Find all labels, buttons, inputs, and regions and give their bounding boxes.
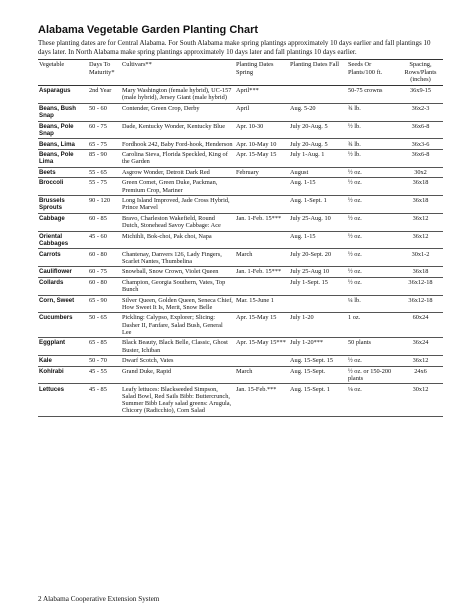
cell-spring <box>235 356 289 367</box>
header-days: Days To Maturity* <box>88 60 121 86</box>
cell-spacing: 36x2-3 <box>399 103 443 121</box>
cell-veg: Beans, Bush Snap <box>38 103 88 121</box>
cell-spring <box>235 277 289 295</box>
cell-spring: Mar. 15-June 1 <box>235 295 289 313</box>
cell-days: 65 - 75 <box>88 139 121 150</box>
header-seeds: Seeds Or Plants/100 ft. <box>347 60 399 86</box>
cell-spacing: 36x12 <box>399 356 443 367</box>
table-row <box>38 149 443 167</box>
cell-cult: Mary Washington (female hybrid), UC-157 (male hybrid), Jersey Giant (male hybrid) <box>121 85 235 103</box>
cell-spacing: 36x18 <box>399 196 443 214</box>
cell-veg: Kale <box>38 356 88 367</box>
cell-cult: Dade, Kentucky Wonder, Kentucky Blue <box>121 121 235 139</box>
cell-days: 50 - 70 <box>88 356 121 367</box>
cell-days: 55 - 65 <box>88 167 121 178</box>
cell-cult: Asgrow Wonder, Detroit Dark Red <box>121 167 235 178</box>
cell-cult: Carolina Sieva, Florida Speckled, King of the Garden <box>121 149 235 167</box>
cell-seeds: ½ oz. <box>347 249 399 267</box>
cell-fall: Aug. 1-15 <box>289 231 347 249</box>
cell-seeds: ½ oz. <box>347 277 399 295</box>
cell-spacing: 36x12-18 <box>399 295 443 313</box>
table-row <box>38 167 443 178</box>
table-row <box>38 139 443 150</box>
table-row <box>38 313 443 338</box>
cell-cult: Dwarf Scotch, Vates <box>121 356 235 367</box>
cell-seeds: 1 oz. <box>347 313 399 338</box>
table-row <box>38 267 443 278</box>
cell-seeds: 50-75 crowns <box>347 85 399 103</box>
cell-veg: Cabbage <box>38 213 88 231</box>
table-row <box>38 366 443 384</box>
cell-spring: March <box>235 249 289 267</box>
cell-cult: Michihli, Bok-choi, Pak choi, Napa <box>121 231 235 249</box>
cell-veg: Cucumbers <box>38 313 88 338</box>
cell-veg: Beans, Lima <box>38 139 88 150</box>
table-row <box>38 295 443 313</box>
cell-spacing: 60x24 <box>399 313 443 338</box>
cell-seeds: ½ oz. or 150-200 plants <box>347 366 399 384</box>
header-cultivars: Cultivars** <box>121 60 235 86</box>
cell-days: 60 - 75 <box>88 121 121 139</box>
cell-cult: Snowball, Snow Crown, Violet Queen <box>121 267 235 278</box>
cell-seeds: ½ oz. <box>347 178 399 196</box>
cell-days: 55 - 75 <box>88 178 121 196</box>
intro-paragraph: These planting dates are for Central Alabama. For South Alabama make spring plantings approximately 10 days earlier and fall plantings 10 days later. In North Alabama make spring plantings approximately 10 days later and fall plantings 10 days earlier. <box>38 39 431 56</box>
table-row <box>38 85 443 103</box>
cell-fall: July 20-Aug. 5 <box>289 121 347 139</box>
cell-seeds: ½ oz. <box>347 196 399 214</box>
cell-fall: Aug. 5-20 <box>289 103 347 121</box>
header-spacing: Spacing, Rows/Plants (inches) <box>399 60 443 86</box>
cell-cult: Fordhook 242, Baby Ford-hook, Henderson <box>121 139 235 150</box>
table-header-row <box>38 60 443 86</box>
cell-fall <box>289 85 347 103</box>
cell-spacing: 30x12 <box>399 384 443 416</box>
cell-veg: Kohlrabi <box>38 366 88 384</box>
cell-spacing: 36x12 <box>399 213 443 231</box>
cell-seeds: ½ lb. <box>347 149 399 167</box>
table-row <box>38 103 443 121</box>
cell-fall: Aug. 15-Sept. 15 <box>289 356 347 367</box>
cell-cult: Bravo, Charleston Wakefield, Round Dutch, Stonehead Savoy Cabbage: Ace <box>121 213 235 231</box>
cell-seeds: ¾ lb. <box>347 103 399 121</box>
cell-spacing: 36x3-6 <box>399 139 443 150</box>
cell-fall <box>289 295 347 313</box>
cell-fall: July 20-Sept. 20 <box>289 249 347 267</box>
cell-cult: Leafy lettuces: Blackseeded Simpson, Salad Bowl, Red Sails Bibb: Buttercrunch, Summer Bibb Leafy salad greens: Arugula, Chicory (Radicchio), Corn Salad <box>121 384 235 416</box>
cell-days: 60 - 80 <box>88 249 121 267</box>
cell-seeds: ¼ lb. <box>347 295 399 313</box>
cell-spring <box>235 231 289 249</box>
cell-fall: July 1-20 <box>289 313 347 338</box>
cell-spring: Jan. 1-Feb. 15*** <box>235 267 289 278</box>
cell-days: 60 - 80 <box>88 277 121 295</box>
cell-veg: Carrots <box>38 249 88 267</box>
planting-chart-table <box>38 59 443 416</box>
cell-fall: July 1-20*** <box>289 338 347 356</box>
cell-spacing: 36x6-8 <box>399 149 443 167</box>
cell-cult: Chantenay, Danvers 126, Lady Fingers, Scarlet Nantes, Thumbelina <box>121 249 235 267</box>
cell-days: 50 - 60 <box>88 103 121 121</box>
cell-days: 60 - 85 <box>88 213 121 231</box>
cell-spring: Apr. 10-May 10 <box>235 139 289 150</box>
document-page <box>38 24 443 417</box>
table-row <box>38 356 443 367</box>
cell-spacing: 36x18 <box>399 178 443 196</box>
cell-fall: Aug. 1-15 <box>289 178 347 196</box>
cell-seeds: ⅛ oz. <box>347 384 399 416</box>
cell-spacing: 36x6-8 <box>399 121 443 139</box>
cell-veg: Beets <box>38 167 88 178</box>
cell-spring: Apr. 15-May 15*** <box>235 338 289 356</box>
table-row <box>38 213 443 231</box>
cell-cult: Green Comet, Green Duke, Packman, Premium Crop, Mariner <box>121 178 235 196</box>
cell-seeds: ½ oz. <box>347 356 399 367</box>
table-row <box>38 178 443 196</box>
cell-veg: Eggplant <box>38 338 88 356</box>
cell-veg: Beans, Pole Snap <box>38 121 88 139</box>
cell-veg: Corn, Sweet <box>38 295 88 313</box>
cell-spacing: 36x12-18 <box>399 277 443 295</box>
cell-veg: Asparagus <box>38 85 88 103</box>
table-row <box>38 121 443 139</box>
page-footer: 2 Alabama Cooperative Extension System <box>38 595 160 603</box>
cell-fall: August <box>289 167 347 178</box>
header-spring: Planting Dates Spring <box>235 60 289 86</box>
cell-days: 85 - 90 <box>88 149 121 167</box>
cell-spring: February <box>235 167 289 178</box>
cell-days: 2nd Year <box>88 85 121 103</box>
cell-fall: July 25-Aug 10 <box>289 267 347 278</box>
cell-fall: Aug. 15-Sept. 1 <box>289 384 347 416</box>
cell-days: 45 - 55 <box>88 366 121 384</box>
cell-spring <box>235 178 289 196</box>
cell-spring: March <box>235 366 289 384</box>
cell-seeds: ½ oz. <box>347 231 399 249</box>
cell-spring <box>235 196 289 214</box>
cell-fall: July 1-Aug. 1 <box>289 149 347 167</box>
cell-days: 45 - 85 <box>88 384 121 416</box>
cell-spring: April*** <box>235 85 289 103</box>
header-fall: Planting Dates Fall <box>289 60 347 86</box>
cell-spacing: 36x18 <box>399 267 443 278</box>
page-title: Alabama Vegetable Garden Planting Chart <box>38 24 259 36</box>
cell-fall: July 1-Sept. 15 <box>289 277 347 295</box>
cell-seeds: ½ oz. <box>347 267 399 278</box>
table-row <box>38 249 443 267</box>
cell-cult: Black Beauty, Black Belle, Classic, Ghost Buster, Ichiban <box>121 338 235 356</box>
cell-seeds: ½ oz. <box>347 167 399 178</box>
cell-cult: Pickling: Calypso, Explorer; Slicing: Dasher II, Fanfare, Salad Bush, General Lee <box>121 313 235 338</box>
table-row <box>38 277 443 295</box>
cell-fall: Aug. 1-Sept. 1 <box>289 196 347 214</box>
table-row <box>38 338 443 356</box>
cell-cult: Champion, Georgia Southern, Vates, Top Bunch <box>121 277 235 295</box>
cell-spacing: 36x24 <box>399 338 443 356</box>
cell-veg: Collards <box>38 277 88 295</box>
cell-cult: Silver Queen, Golden Queen, Seneca Chief, How Sweet It Is, Merit, Snow Belle <box>121 295 235 313</box>
cell-seeds: ¾ lb. <box>347 139 399 150</box>
cell-fall: Aug. 15-Sept. <box>289 366 347 384</box>
cell-days: 45 - 60 <box>88 231 121 249</box>
cell-spring: Jan. 1-Feb. 15*** <box>235 213 289 231</box>
cell-spring: Jan. 15-Feb.*** <box>235 384 289 416</box>
header-vegetable: Vegetable <box>38 60 88 86</box>
cell-veg: Broccoli <box>38 178 88 196</box>
cell-spacing: 24x6 <box>399 366 443 384</box>
cell-veg: Brussels Sprouts <box>38 196 88 214</box>
cell-days: 50 - 65 <box>88 313 121 338</box>
table-row <box>38 196 443 214</box>
cell-days: 90 - 120 <box>88 196 121 214</box>
cell-seeds: ½ oz. <box>347 213 399 231</box>
cell-days: 65 - 85 <box>88 338 121 356</box>
cell-seeds: ½ lb. <box>347 121 399 139</box>
cell-veg: Beans, Pole Lima <box>38 149 88 167</box>
cell-fall: July 25-Aug. 10 <box>289 213 347 231</box>
cell-spacing: 30x1-2 <box>399 249 443 267</box>
table-row <box>38 384 443 416</box>
cell-spacing: 36x12 <box>399 231 443 249</box>
cell-spring: Apr. 10-30 <box>235 121 289 139</box>
table-row <box>38 231 443 249</box>
cell-veg: Cauliflower <box>38 267 88 278</box>
cell-fall: July 20-Aug. 5 <box>289 139 347 150</box>
cell-cult: Contender, Green Crop, Derby <box>121 103 235 121</box>
cell-spacing: 36x9-15 <box>399 85 443 103</box>
cell-spacing: 30x2 <box>399 167 443 178</box>
cell-cult: Grand Duke, Rapid <box>121 366 235 384</box>
cell-seeds: 50 plants <box>347 338 399 356</box>
cell-days: 60 - 75 <box>88 267 121 278</box>
cell-veg: Oriental Cabbages <box>38 231 88 249</box>
cell-spring: April <box>235 103 289 121</box>
cell-days: 65 - 90 <box>88 295 121 313</box>
cell-cult: Long Island Improved, Jade Cross Hybrid, Prince Marvel <box>121 196 235 214</box>
cell-spring: Apr. 15-May 15 <box>235 313 289 338</box>
cell-veg: Lettuces <box>38 384 88 416</box>
cell-spring: Apr. 15-May 15 <box>235 149 289 167</box>
